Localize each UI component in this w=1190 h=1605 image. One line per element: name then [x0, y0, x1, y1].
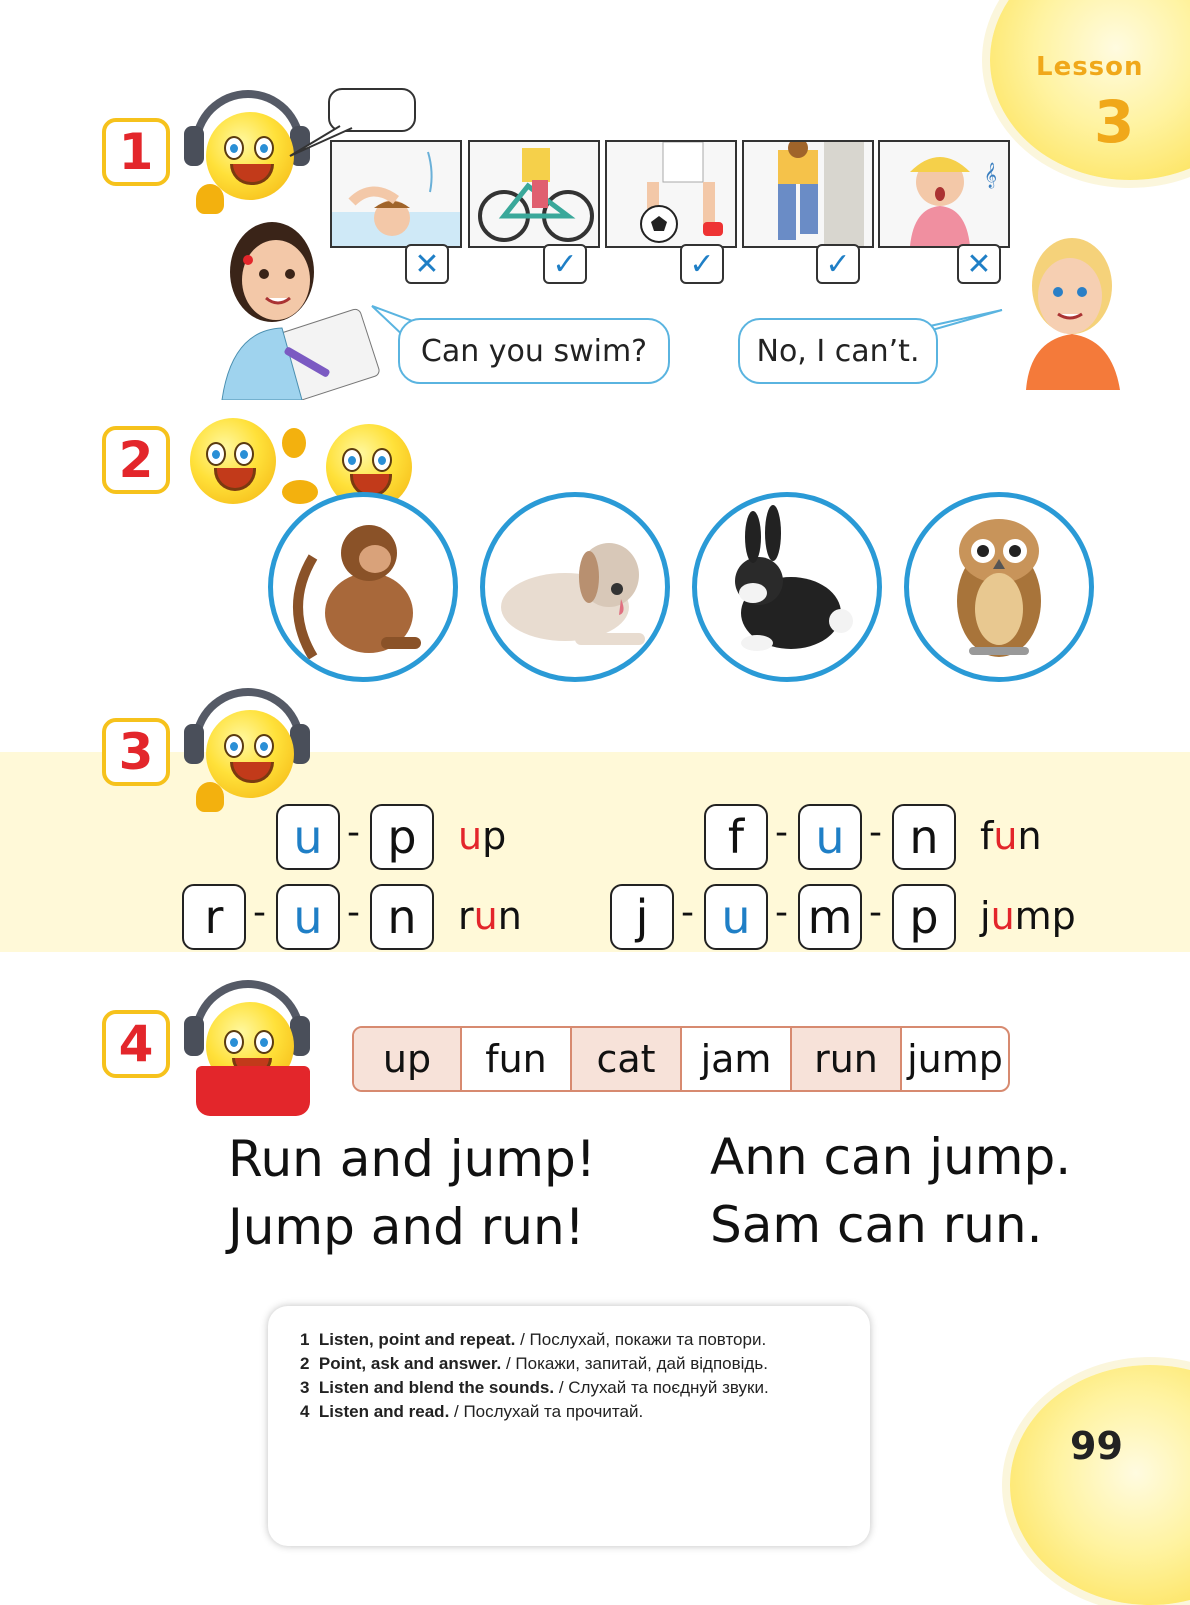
- football-picture: [605, 140, 737, 248]
- answer-bubble: No, I can’t.: [738, 318, 938, 384]
- word-run: run: [458, 894, 522, 938]
- check-box-4: ✓: [816, 244, 860, 284]
- page-badge: [1010, 1365, 1190, 1605]
- letter-box: n: [892, 804, 956, 870]
- word-strip: [352, 1026, 1010, 1092]
- lesson-badge: [990, 0, 1190, 180]
- owl-picture: [904, 492, 1094, 682]
- letter-box: m: [798, 884, 862, 950]
- boy-illustration: [1016, 222, 1126, 390]
- instruction-line: 4 Listen and read. / Послухай та прочитай.: [300, 1402, 644, 1421]
- page-number: 99: [1070, 1424, 1123, 1468]
- lesson-label: Lesson: [1036, 52, 1144, 82]
- word-cell: jump: [907, 1037, 1003, 1081]
- question-bubble: Can you swim?: [398, 318, 670, 384]
- dash: -: [775, 812, 788, 853]
- word-cell: run: [792, 1028, 902, 1090]
- exercise-number-4: 4: [102, 1010, 170, 1078]
- lesson-number: 3: [1094, 88, 1135, 156]
- climb-picture: [742, 140, 874, 248]
- word-cell: jam: [682, 1028, 792, 1090]
- instruction-line: 1 Listen, point and repeat. / Послухай, покажи та повтори.: [300, 1330, 767, 1349]
- letter-box: u: [276, 804, 340, 870]
- reading-line: Sam can run.: [710, 1196, 1043, 1254]
- ride-bike-picture: [468, 140, 600, 248]
- dash: -: [869, 812, 882, 853]
- dash: -: [775, 892, 788, 933]
- svg-text:𝄞: 𝄞: [984, 163, 998, 188]
- letter-box: p: [370, 804, 434, 870]
- rabbit-picture: [692, 492, 882, 682]
- reading-line: Run and jump!: [228, 1130, 596, 1188]
- sing-picture: [878, 140, 1010, 248]
- instruction-line: 2 Point, ask and answer. / Покажи, запитай, дай відповідь.: [300, 1354, 768, 1373]
- letter-box: r: [182, 884, 246, 950]
- reading-line: Ann can jump.: [710, 1128, 1072, 1186]
- check-box-2: ✓: [543, 244, 587, 284]
- check-box-5: ✕: [957, 244, 1001, 284]
- word-up: up: [458, 814, 507, 858]
- word-cell: fun: [462, 1028, 572, 1090]
- exercise-number-2: 2: [102, 426, 170, 494]
- letter-box: n: [370, 884, 434, 950]
- swim-picture: [330, 140, 462, 248]
- check-box-3: ✓: [680, 244, 724, 284]
- dash: -: [347, 812, 360, 853]
- check-box-1: ✕: [405, 244, 449, 284]
- dash: -: [253, 892, 266, 933]
- letter-box: u: [704, 884, 768, 950]
- word-jump: jump: [980, 894, 1076, 938]
- exercise-number-1: 1: [102, 118, 170, 186]
- dash: -: [347, 892, 360, 933]
- dog-picture: [480, 492, 670, 682]
- letter-box: p: [892, 884, 956, 950]
- dash: -: [869, 892, 882, 933]
- letter-box: u: [276, 884, 340, 950]
- word-cell: up: [354, 1028, 462, 1090]
- dash: -: [681, 892, 694, 933]
- letter-box: u: [798, 804, 862, 870]
- word-fun: fun: [980, 814, 1042, 858]
- word-cell: cat: [572, 1028, 682, 1090]
- exercise-number-3: 3: [102, 718, 170, 786]
- reading-line: Jump and run!: [228, 1198, 585, 1256]
- letter-box: f: [704, 804, 768, 870]
- instruction-line: 3 Listen and blend the sounds. / Слухай та поєднуй звуки.: [300, 1378, 769, 1397]
- monkey-picture: [268, 492, 458, 682]
- letter-box: j: [610, 884, 674, 950]
